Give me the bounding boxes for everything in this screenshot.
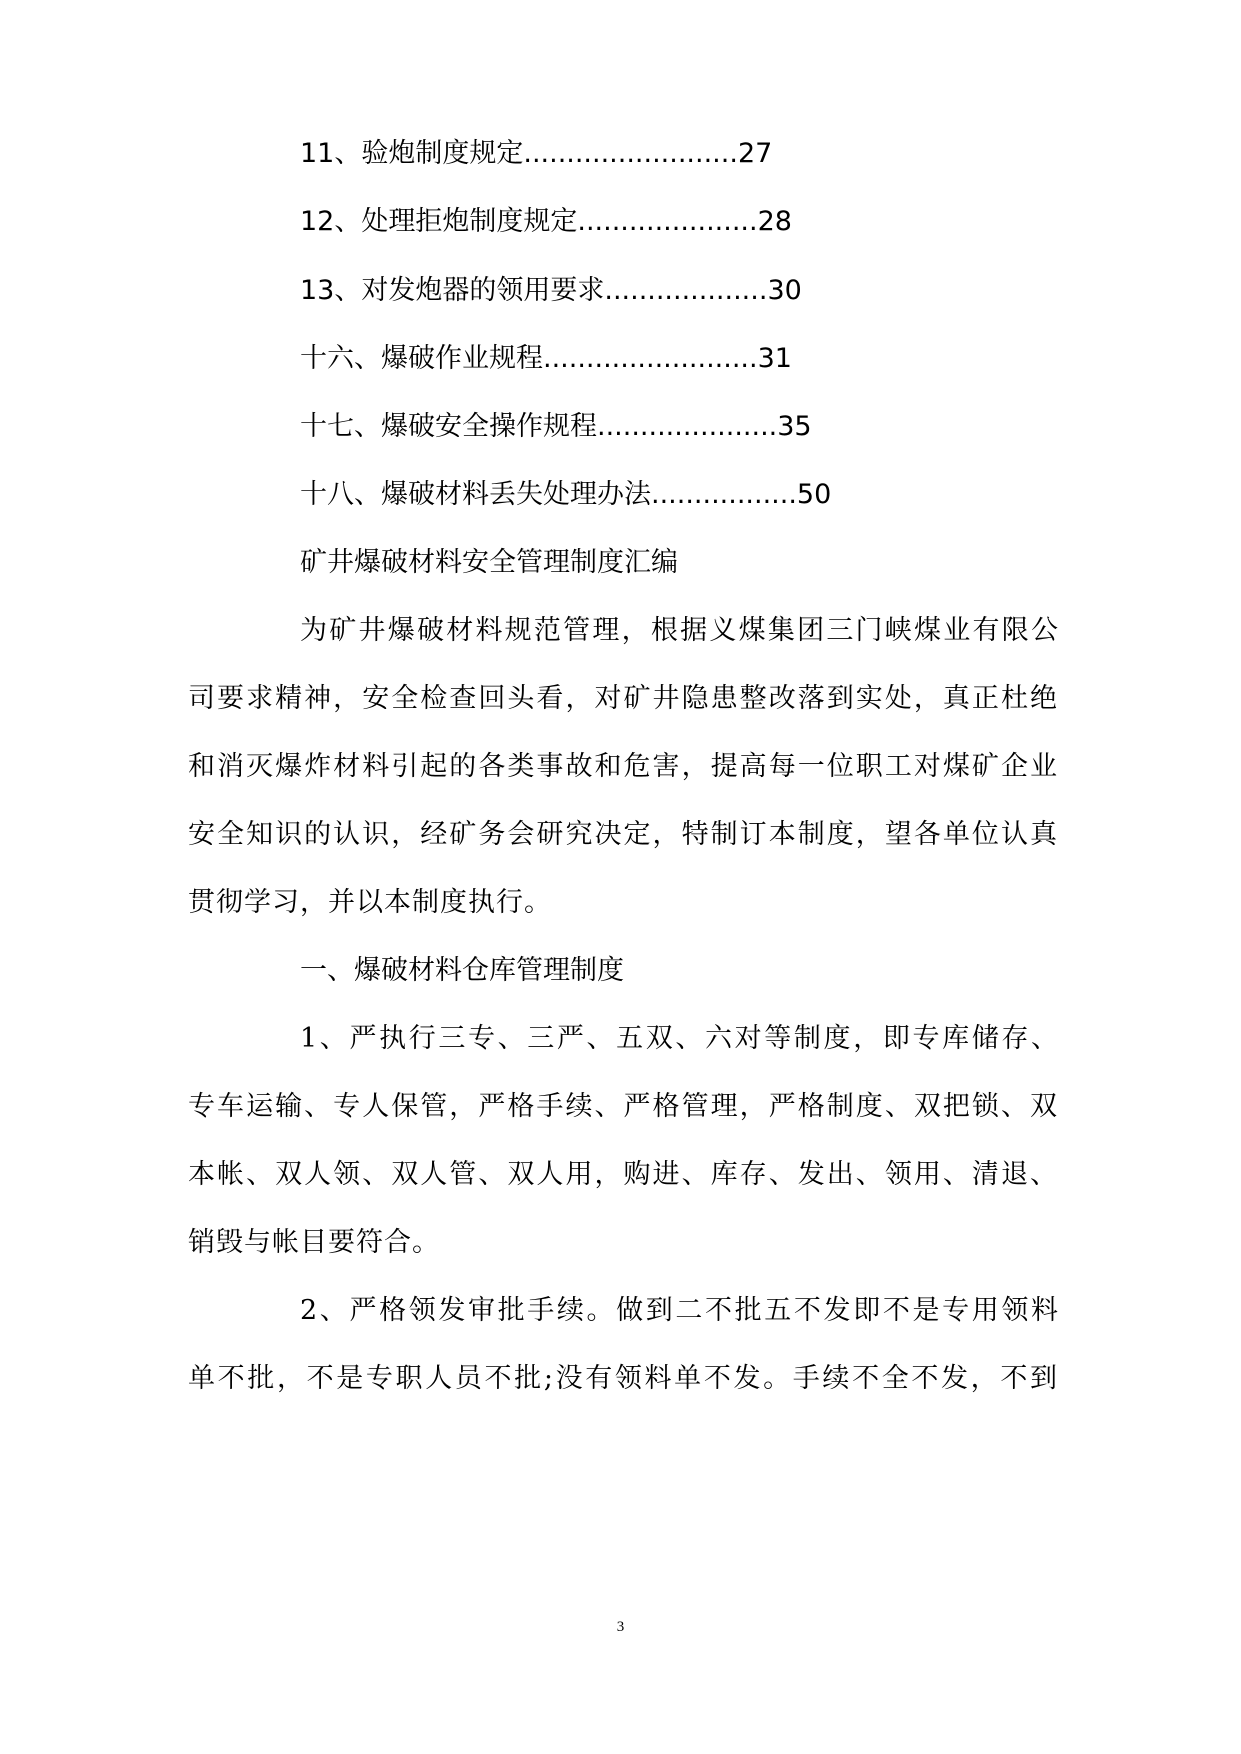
toc-entry-16 [300,339,792,379]
paragraph-line: 贯彻学习，并以本制度执行。 [188,887,552,918]
section-heading: 一、爆破材料仓库管理制度 [300,955,624,986]
paragraph-line: 本帐、双人领、双人管、双人用，购进、库存、发出、领用、清退、 [188,1159,1058,1190]
toc-entry-title: 12、处理拒炮制度规定 [300,206,578,237]
toc-entry-title: 11、验炮制度规定 [300,138,524,169]
toc-entry-title: 十六、爆破作业规程 [300,343,543,374]
toc-entry-18 [300,475,831,515]
toc-entry-12 [300,202,792,242]
toc-entry-title: 十七、爆破安全操作规程 [300,411,597,442]
toc-entry-dots: ..................... [577,206,758,237]
toc-entry-page: 35 [777,411,812,442]
toc-entry-dots: ................. [651,479,797,510]
paragraph-line: 2、严格领发审批手续。做到二不批五不发即不是专用领料 [300,1295,1058,1326]
toc-entry-title: 13、对发炮器的领用要求 [300,275,605,306]
toc-entry-page: 27 [737,138,773,169]
toc-entry-11 [300,134,772,174]
paragraph-line: 单不批，不是专职人员不批;没有领料单不发。手续不全不发，不到 [188,1363,1058,1394]
toc-entry-page: 31 [757,343,792,374]
paragraph-line: 1、严执行三专、三严、五双、六对等制度，即专库储存、 [300,1023,1058,1054]
toc-entry-page: 30 [767,275,802,306]
document-title: 矿井爆破材料安全管理制度汇编 [300,547,678,578]
paragraph-line: 销毁与帐目要符合。 [188,1227,440,1258]
toc-entry-13 [300,271,802,311]
paragraph-line: 安全知识的认识，经矿务会研究决定，特制订本制度，望各单位认真 [188,819,1058,850]
toc-entry-dots: ..................... [597,411,778,442]
paragraph-line: 专车运输、专人保管，严格手续、严格管理，严格制度、双把锁、双 [188,1091,1058,1122]
paragraph-line: 司要求精神，安全检查回头看，对矿井隐患整改落到实处，真正杜绝 [188,683,1058,714]
paragraph-line: 为矿井爆破材料规范管理，根据义煤集团三门峡煤业有限公 [300,615,1058,646]
toc-entry-dots: ......................... [543,343,758,374]
toc-entry-dots: ................... [604,275,768,306]
toc-entry-page: 28 [757,206,792,237]
toc-entry-title: 十八、爆破材料丢失处理办法 [300,479,651,510]
toc-entry-17 [300,407,812,447]
paragraph-line: 和消灭爆炸材料引起的各类事故和危害，提高每一位职工对煤矿企业 [188,751,1058,782]
page-number: 3 [616,1619,625,1635]
toc-entry-dots: ......................... [523,138,738,169]
toc-entry-page: 50 [796,479,832,510]
